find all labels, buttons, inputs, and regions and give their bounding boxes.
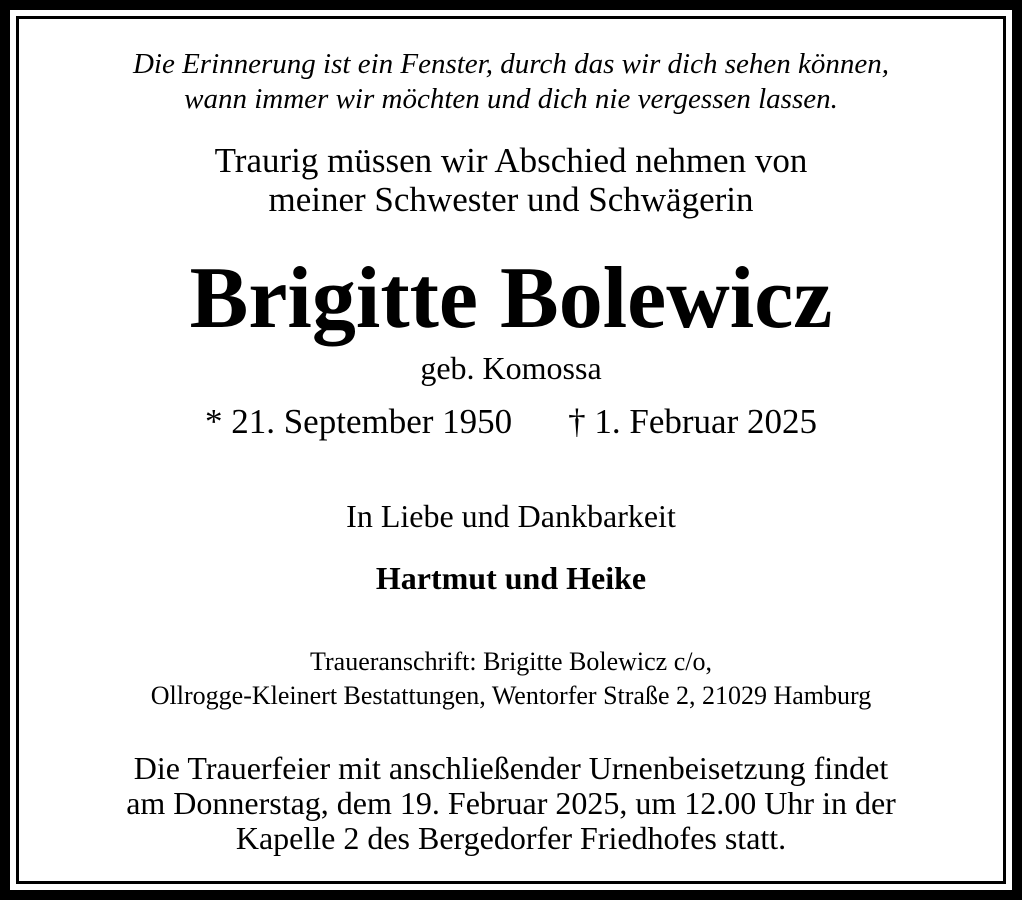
service-line-3: Kapelle 2 des Bergedorfer Friedhofes statt. [235, 820, 787, 856]
quote-line-2: wann immer wir möchten und dich nie vergessen lassen. [184, 83, 838, 115]
address-line-1: Traueranschrift: Brigitte Bolewicz c/o, [310, 647, 712, 676]
service-line-2: am Donnerstag, dem 19. Februar 2025, um 12.00 Uhr in der [126, 785, 896, 821]
deceased-name: Brigitte Bolewicz [189, 250, 833, 347]
maiden-name: geb. Komossa [420, 350, 602, 386]
service-line-1: Die Trauerfeier mit anschließender Urnenbeisetzung findet [133, 750, 889, 786]
address-line-2: Ollrogge-Kleinert Bestattungen, Wentorfer Straße 2, 21029 Hamburg [150, 681, 872, 710]
death-date: † 1. Februar 2025 [568, 402, 818, 441]
farewell-phrase: In Liebe und Dankbarkeit [346, 498, 676, 534]
life-dates [0, 404, 1022, 439]
quote-line-1: Die Erinnerung ist ein Fenster, durch das wir dich sehen können, [132, 48, 890, 80]
mourners: Hartmut und Heike [375, 560, 647, 596]
intro-line-1: Traurig müssen wir Abschied nehmen von [214, 141, 808, 180]
intro-line-2: meiner Schwester und Schwägerin [268, 180, 754, 219]
birth-date: * 21. September 1950 [204, 402, 513, 441]
